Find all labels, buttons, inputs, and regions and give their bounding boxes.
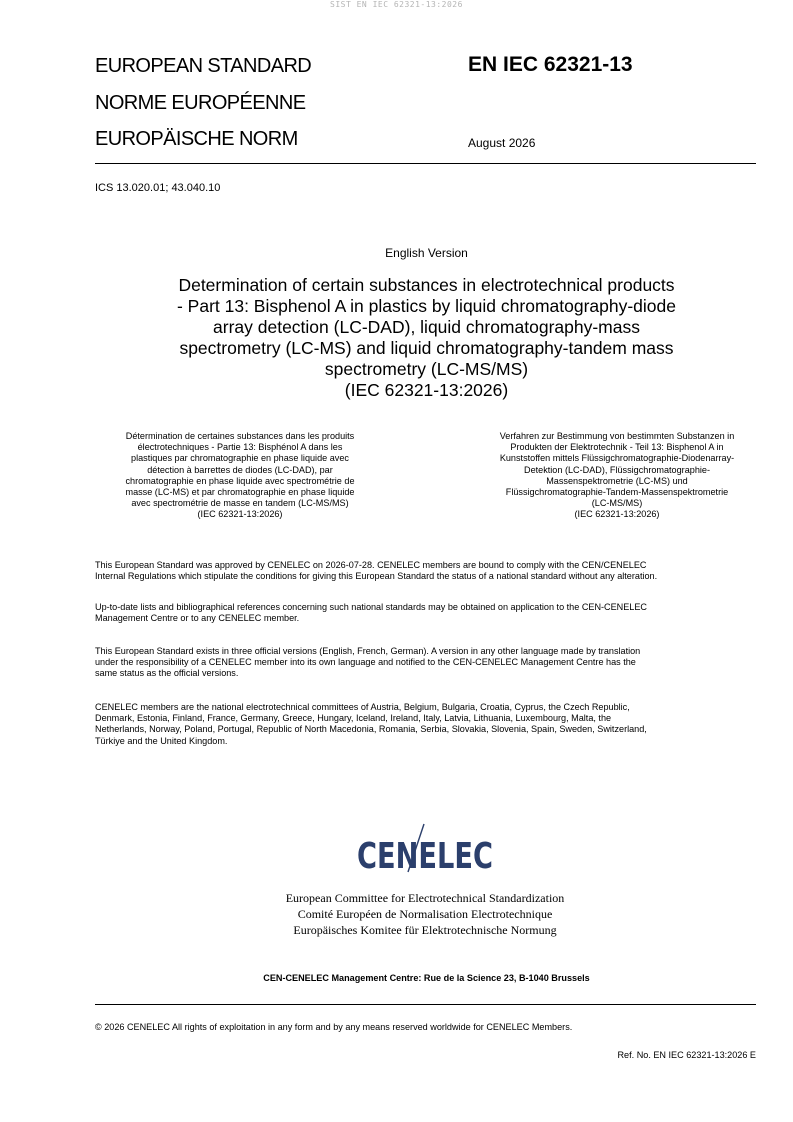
versions-paragraph	[95, 646, 765, 680]
paragraph-line: CENELEC members are the national electrotechnical committees of Austria, Belgium, Bulgaria, Croatia, Cyprus, the Czech Republic,	[95, 702, 630, 712]
title-fr-line: (IEC 62321-13:2026)	[197, 509, 283, 520]
paragraph-line: Netherlands, Norway, Poland, Portugal, Republic of North Macedonia, Romania, Serbia, Slovakia, Slovenia, Spain, Sweden, Switzerland,	[95, 724, 647, 735]
references-paragraph	[95, 602, 765, 624]
title-de-line: Flüssigchromatographie-Tandem-Massenspektrometrie	[505, 487, 729, 498]
header-rule	[95, 163, 756, 164]
watermark: SIST EN IEC 62321-13:2026	[330, 0, 463, 9]
title-french	[95, 431, 385, 521]
title-de-line: Kunststoffen mittels Flüssigchromatographie-Diodenarray-	[499, 453, 735, 464]
paragraph-line: Up-to-date lists and bibliographical references concerning such national standards may be obtained on application to the CEN-CENELEC	[95, 602, 648, 612]
paragraph-line: This European Standard was approved by CENELEC on 2026-07-28. CENELEC members are bound to comply with the CEN/CENELEC	[95, 560, 647, 570]
title-de-line: (IEC 62321-13:2026)	[574, 509, 660, 520]
paragraph-line: Management Centre or to any CENELEC member.	[95, 613, 300, 624]
cenelec-logo	[300, 822, 550, 874]
committee-names	[180, 890, 670, 938]
paragraph-line: Internal Regulations which stipulate the conditions for giving this European Standard the status of a national standard without any alteration.	[95, 571, 658, 582]
approval-paragraph	[95, 560, 765, 582]
title-line: spectrometry (LC-MS) and liquid chromatography-tandem mass	[179, 338, 674, 358]
title-de-line: Massenspektrometrie (LC-MS) und	[546, 475, 688, 486]
standard-id: EN IEC 62321-13	[468, 53, 633, 76]
title-line: (IEC 62321-13:2026)	[344, 380, 509, 400]
members-paragraph	[95, 702, 765, 747]
title-line: Determination of certain substances in electrotechnical products	[178, 275, 675, 295]
cenelec-logo-text: CENELEC	[357, 836, 493, 874]
title-de-line: Verfahren zur Bestimmung von bestimmten Substanzen in	[499, 431, 735, 441]
title-fr-line: plastiques par chromatographie en phase liquide avec	[131, 453, 349, 464]
title-fr-line: électrotechniques - Partie 13: Bisphénol A dans les	[137, 442, 343, 453]
document-title	[140, 275, 713, 401]
standard-name-de: EUROPÄISCHE NORM	[95, 128, 298, 150]
title-line: array detection (LC-DAD), liquid chromatography-mass	[213, 317, 640, 337]
title-line: - Part 13: Bisphenol A in plastics by liquid chromatography-diode	[176, 296, 677, 316]
committee-name-de: Europäisches Komitee für Elektrotechnische Normung	[293, 923, 557, 937]
title-de-line: (LC-MS/MS)	[591, 498, 643, 509]
title-fr-line: avec spectrométrie de masse en tandem (LC-MS/MS)	[131, 498, 349, 509]
committee-name-fr: Comité Européen de Normalisation Electrotechnique	[297, 907, 553, 921]
title-line: spectrometry (LC-MS/MS)	[324, 359, 529, 379]
title-fr-line: chromatographie en phase liquide avec spectrométrie de	[125, 475, 355, 486]
paragraph-line: same status as the official versions.	[95, 668, 239, 679]
title-german	[472, 431, 762, 521]
paragraph-line: This European Standard exists in three official versions (English, French, German). A version in any other language made by translation	[95, 646, 641, 656]
reference-number: Ref. No. EN IEC 62321-13:2026 E	[617, 1050, 756, 1060]
paragraph-line: Türkiye and the United Kingdom.	[95, 735, 228, 746]
standard-name-en: EUROPEAN STANDARD	[95, 55, 312, 77]
committee-name-en: European Committee for Electrotechnical Standardization	[285, 891, 565, 905]
paragraph-line: Denmark, Estonia, Finland, France, Germany, Greece, Hungary, Iceland, Ireland, Italy, Latvia, Lithuania, Luxembourg, Malta, the	[95, 713, 612, 724]
title-de-line: Detektion (LC-DAD), Flüssigchromatographie-	[524, 464, 710, 475]
title-fr-line: masse (LC-MS) et par chromatographie en phase liquide	[125, 487, 355, 498]
standard-name-fr: NORME EUROPÉENNE	[95, 92, 306, 114]
paragraph-line: under the responsibility of a CENELEC member into its own language and notified to the CEN-CENELEC Management Centre has the	[95, 657, 636, 668]
footer-rule	[95, 1004, 756, 1005]
management-centre-address: CEN-CENELEC Management Centre: Rue de la Science 23, B-1040 Brussels	[263, 973, 590, 983]
title-fr-line: détection à barrettes de diodes (LC-DAD), par	[147, 464, 333, 475]
title-de-line: Produkten der Elektrotechnik - Teil 13: Bisphenol A in	[510, 442, 724, 453]
title-fr-line: Détermination de certaines substances dans les produits	[125, 431, 355, 441]
version-label: English Version	[385, 246, 468, 260]
copyright-notice: © 2026 CENELEC All rights of exploitation in any form and by any means reserved worldwide for CENELEC Members.	[95, 1022, 573, 1032]
publication-date: August 2026	[468, 136, 536, 150]
ics-codes: ICS 13.020.01; 43.040.10	[95, 182, 221, 194]
